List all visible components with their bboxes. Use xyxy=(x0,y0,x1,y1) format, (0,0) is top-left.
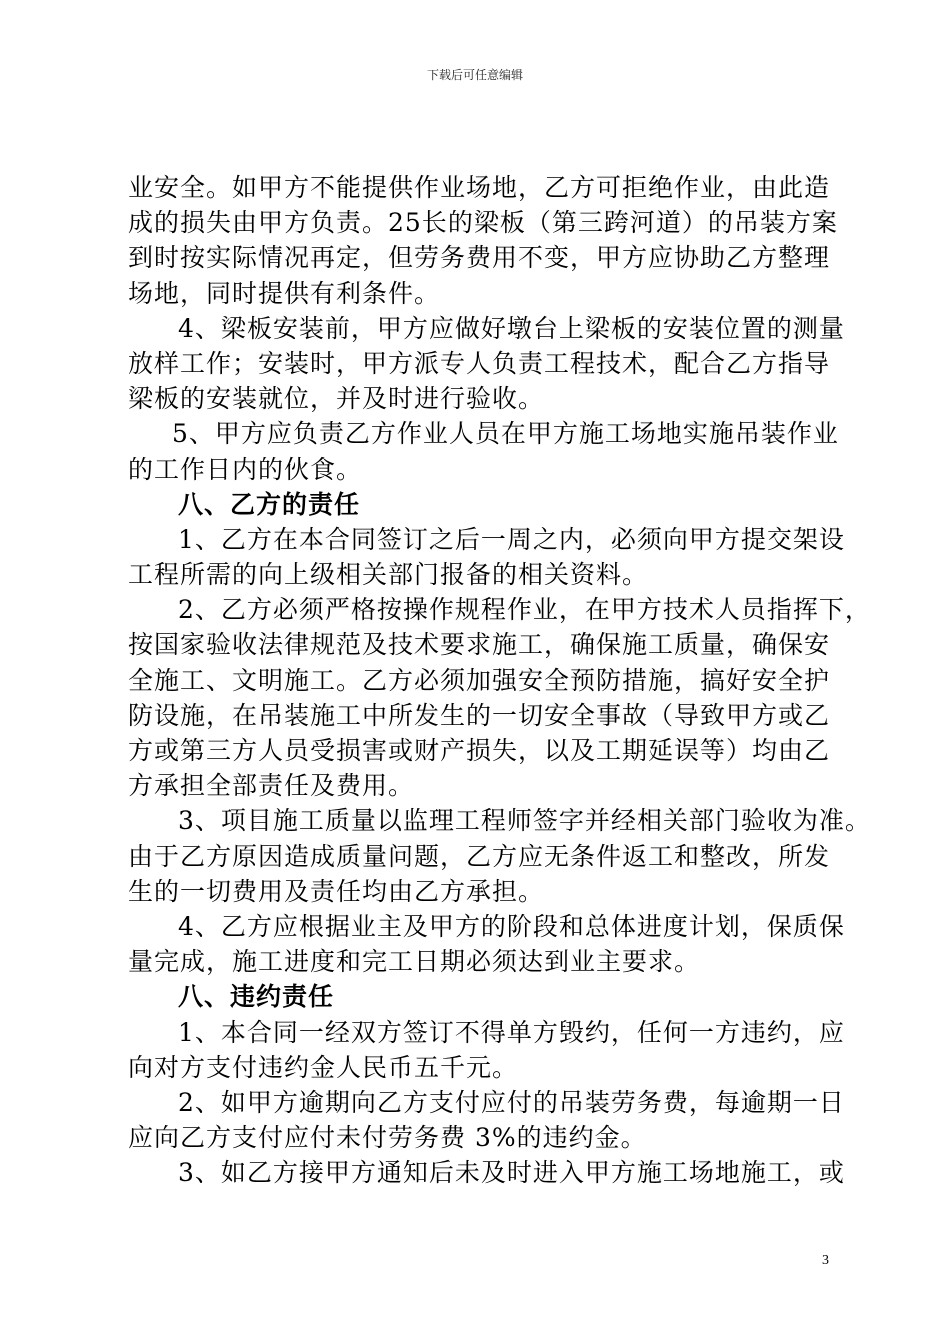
section-heading: 八、乙方的责任 xyxy=(178,489,361,519)
text-line: 2、如甲方逾期向乙方支付应付的吊装劳务费，每逾期一日 xyxy=(178,1087,845,1117)
text-line: 场地，同时提供有利条件。 xyxy=(128,278,441,308)
text-line: 方或第三方人员受损害或财产损失，以及工期延误等）均由乙 xyxy=(128,736,831,765)
text-line: 1、本合同一经双方签订不得单方毁约，任何一方违约，应 xyxy=(178,1017,845,1047)
text-line: 全施工、文明施工。乙方必须加强安全预防措施，搞好安全护 xyxy=(128,665,831,695)
text-line: 工程所需的向上级相关部门报备的相关资料。 xyxy=(128,560,649,590)
text-line: 4、乙方应根据业主及甲方的阶段和总体进度计划，保质保 xyxy=(178,911,845,941)
section-heading: 八、违约责任 xyxy=(178,982,335,1012)
text-line: 3、项目施工质量以监理工程师签字并经相关部门验收为准。 xyxy=(178,806,871,836)
text-line: 向对方支付违约金人民币五千元。 xyxy=(128,1052,519,1082)
text-line: 由于乙方原因造成质量问题，乙方应无条件返工和整改，所发 xyxy=(128,841,831,871)
text-line: 1、乙方在本合同签订之后一周之内，必须向甲方提交架设 xyxy=(178,524,845,554)
text-line: 业安全。如甲方不能提供作业场地，乙方可拒绝作业，由此造 xyxy=(128,173,831,202)
text-line: 成的损失由甲方负责。25长的梁板（第三跨河道）的吊装方案 xyxy=(128,208,838,238)
page-number: 3 xyxy=(822,1253,829,1268)
text-line: 到时按实际情况再定，但劳务费用不变，甲方应协助乙方整理 xyxy=(128,243,831,273)
text-line: 量完成，施工进度和完工日期必须达到业主要求。 xyxy=(128,947,701,977)
document-body xyxy=(128,170,871,1190)
text-line: 4、梁板安装前，甲方应做好墩台上梁板的安装位置的测量 xyxy=(178,313,845,343)
text-line: 的工作日内的伙食。 xyxy=(128,454,363,484)
text-line: 2、乙方必须严格按操作规程作业，在甲方技术人员指挥下， xyxy=(178,595,871,625)
text-line: 放样工作；安装时，甲方派专人负责工程技术，配合乙方指导 xyxy=(128,348,831,378)
text-line: 方承担全部责任及费用。 xyxy=(128,771,415,801)
text-line: 防设施，在吊装施工中所发生的一切安全事故（导致甲方或乙 xyxy=(128,700,831,730)
text-line: 5、甲方应负责乙方作业人员在甲方施工场地实施吊装作业 xyxy=(172,419,839,449)
page-header: 下载后可任意编辑 xyxy=(426,68,523,82)
text-line: 梁板的安装就位，并及时进行验收。 xyxy=(128,384,545,414)
text-line: 3、如乙方接甲方通知后未及时进入甲方施工场地施工，或 xyxy=(178,1158,845,1188)
text-line: 按国家验收法律规范及技术要求施工，确保施工质量，确保安 xyxy=(128,630,831,660)
text-line: 应向乙方支付应付未付劳务费 3%的违约金。 xyxy=(128,1123,647,1153)
text-line: 生的一切费用及责任均由乙方承担。 xyxy=(128,876,545,906)
